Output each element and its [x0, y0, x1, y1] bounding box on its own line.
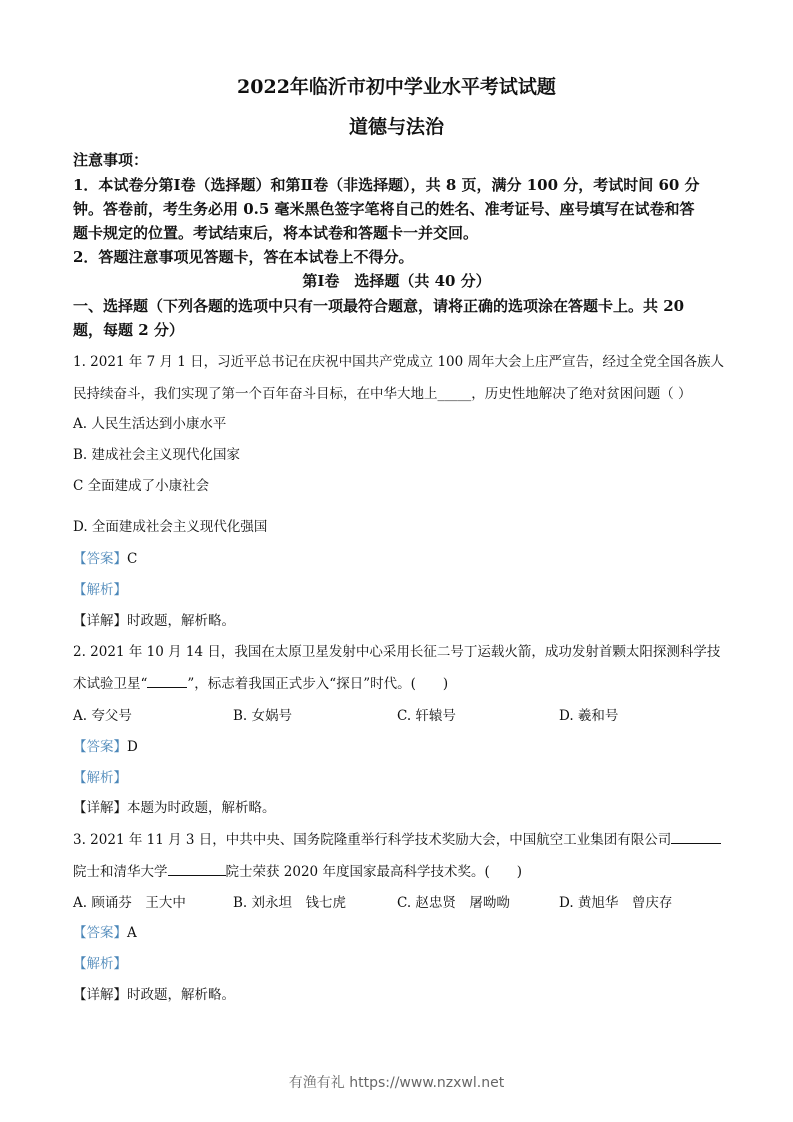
answer-value: C — [127, 551, 138, 567]
detail-line — [73, 983, 235, 1003]
option-d: D. 羲和号 — [559, 708, 619, 724]
answer-value: A — [127, 925, 137, 941]
detail-line — [73, 609, 235, 629]
answer-value: D — [127, 739, 138, 755]
footer-watermark: 有渔有礼 https://www.nzxwl.net — [288, 1075, 505, 1091]
notice-line: 2．答题注意事项见答题卡，答在本试卷上不得分。 — [73, 248, 414, 266]
answer-label: 【答案】 — [73, 925, 127, 941]
subject-title: 道德与法治 — [348, 116, 444, 138]
notice-line: 1．本试卷分第Ⅰ卷（选择题）和第Ⅱ卷（非选择题），共 8 页，满分 100 分，考试时间 60 分 — [73, 176, 700, 194]
question-3-stem-line2 — [73, 860, 522, 880]
fill-blank: _____ — [437, 386, 472, 402]
section-instructions: 一、选择题（下列各题的选项中只有一项最符合题意，请将正确的选项涂在答题卡上。共 20 — [73, 297, 685, 315]
section-title: 第Ⅰ卷 选择题（共 40 分） — [302, 272, 491, 290]
fill-blank — [671, 831, 721, 844]
option-c: C. 轩辕号 — [397, 708, 456, 724]
notice-line: 题卡规定的位置。考试结束后，将本试卷和答题卡一并交回。 — [73, 224, 479, 242]
fill-blank — [168, 863, 226, 876]
answer-line — [73, 735, 138, 755]
analysis-label: 【解析】 — [73, 956, 127, 972]
stem-text: 院士和清华大学 — [73, 864, 168, 880]
detail-label: 【详解】 — [73, 613, 127, 629]
option-b: B. 女娲号 — [233, 708, 293, 724]
option-a: A. 人民生活达到小康水平 — [73, 416, 227, 432]
option-b: B. 建成社会主义现代化国家 — [73, 447, 241, 463]
section-instructions: 题，每题 2 分） — [73, 321, 184, 339]
question-1-stem: 1. 2021 年 7 月 1 日，习近平总书记在庆祝中国共产党成立 100 周年大会上庄严宣告，经过全党全国各族人 — [73, 354, 725, 370]
detail-line — [73, 796, 276, 816]
detail-text: 本题为时政题，解析略。 — [127, 800, 276, 816]
analysis-label: 【解析】 — [73, 582, 127, 598]
question-1-stem-line2 — [73, 382, 692, 402]
answer-label: 【答案】 — [73, 739, 127, 755]
stem-text: ”，标志着我国正式步入“探日”时代。( ) — [187, 676, 449, 692]
detail-label: 【详解】 — [73, 800, 127, 816]
question-2-stem-line2 — [73, 672, 448, 692]
answer-line — [73, 547, 137, 567]
option-d: D. 黄旭华 曾庆存 — [559, 895, 673, 911]
answer-label: 【答案】 — [73, 551, 127, 567]
analysis-label: 【解析】 — [73, 770, 127, 786]
detail-label: 【详解】 — [73, 987, 127, 1003]
answer-line — [73, 921, 137, 941]
stem-text: 民持续奋斗，我们实现了第一个百年奋斗目标，在中华大地上 — [73, 386, 438, 402]
stem-text: 术试验卫星“ — [73, 676, 148, 692]
option-b: B. 刘永坦 钱七虎 — [233, 895, 347, 911]
question-2-stem: 2. 2021 年 10 月 14 日，我国在太原卫星发射中心采用长征二号丁运载火箭，成功发射首颗太阳探测科学技 — [73, 644, 721, 660]
option-a: A. 顾诵芬 王大中 — [73, 895, 186, 911]
detail-text: 时政题，解析略。 — [127, 613, 235, 629]
option-c: C 全面建成了小康社会 — [73, 478, 210, 494]
notice-line: 钟。答卷前，考生务必用 0.5 毫米黑色签字笔将自己的姓名、准考证号、座号填写在试卷和答 — [73, 200, 695, 218]
stem-text: 院士荣获 2020 年度国家最高科学技术奖。( ) — [225, 864, 522, 880]
question-3-stem — [73, 828, 721, 848]
exam-title: 2022年临沂市初中学业水平考试试题 — [237, 76, 556, 98]
notice-heading: 注意事项： — [73, 151, 149, 169]
stem-text: 3. 2021 年 11 月 3 日，中共中央、国务院隆重举行科学技术奖励大会，中国航空工业集团有限公司 — [73, 832, 672, 848]
option-d: D. 全面建成社会主义现代化强国 — [73, 519, 268, 535]
option-a: A. 夸父号 — [73, 708, 132, 724]
option-c: C. 赵忠贤 屠呦呦 — [397, 895, 510, 911]
fill-blank — [147, 675, 187, 688]
stem-text: ，历史性地解决了绝对贫困问题（ ） — [471, 386, 692, 402]
detail-text: 时政题，解析略。 — [127, 987, 235, 1003]
